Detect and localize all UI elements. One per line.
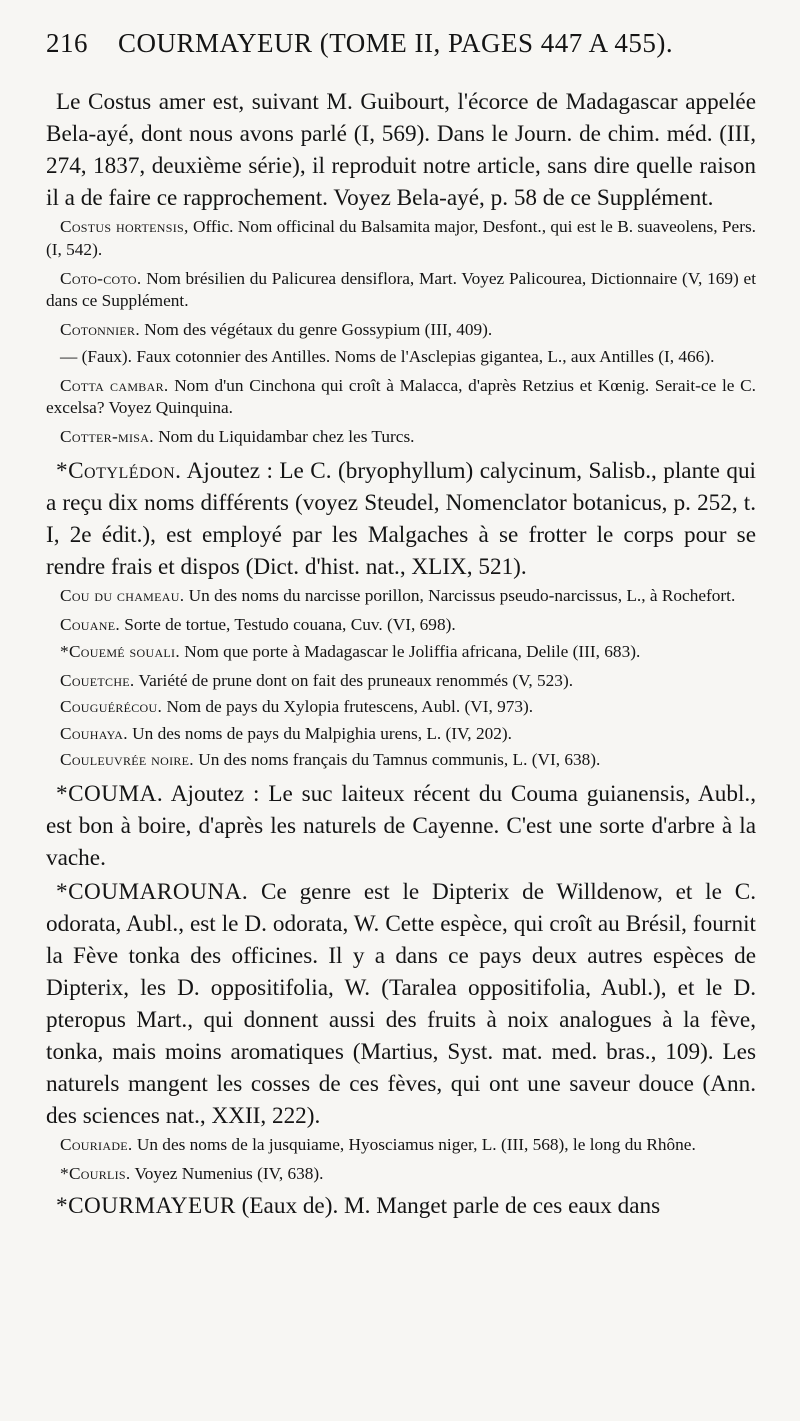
entry-headword: Cotter-misa. bbox=[60, 427, 154, 446]
entry-cotyledon bbox=[46, 455, 756, 583]
entry-text: Un des noms de pays du Malpighia urens, L. (IV, 202). bbox=[127, 723, 512, 743]
entry-headword: *Couemé souali. bbox=[60, 641, 180, 661]
entry-headword: Couguérécou. bbox=[60, 697, 163, 716]
entry-text: (Eaux de). M. Manget parle de ces eaux dans bbox=[235, 1192, 661, 1219]
entry-headword: Costus hortensis, bbox=[60, 217, 189, 236]
entry-text: Voyez Numenius (IV, 638). bbox=[130, 1164, 324, 1183]
entry-text: Ajoutez : Le suc laiteux récent du Couma guianensis, Aubl., est bon à boire, d'après les naturels de Cayenne. C'est une sorte d'arbre à la vache. bbox=[46, 781, 756, 871]
entry-headword: Couane. bbox=[60, 615, 120, 634]
entry-cotter-misa bbox=[46, 426, 756, 449]
entry-couane bbox=[46, 614, 756, 637]
entry-headword: Cotta cambar. bbox=[60, 375, 169, 395]
running-head bbox=[46, 28, 756, 68]
entry-headword: Couriade. bbox=[60, 1135, 133, 1154]
entry-coumarouna bbox=[46, 876, 756, 1132]
entry-headword: *Courlis. bbox=[60, 1164, 131, 1183]
entry-headword: Cou du chameau. bbox=[60, 586, 185, 605]
entry-text: Sorte de tortue, Testudo couana, Cuv. (VI, 698). bbox=[119, 615, 456, 634]
entry-text: Nom d'un Cinchona qui croît à Malacca, d'après Retzius et Kœnig. Serait-ce le C. excelsa? Voyez Quinquina. bbox=[46, 375, 756, 417]
entry-headword: Cotonnier. bbox=[60, 320, 140, 339]
entry-headword: *COUMA. bbox=[56, 781, 164, 807]
entry-couriade bbox=[46, 1134, 756, 1157]
entry-cotonnier-faux bbox=[46, 346, 756, 369]
entry-couma bbox=[46, 778, 756, 874]
entry-text: Le Costus amer est, suivant M. Guibourt, l'écorce de Madagascar appelée Bela-ayé, dont nous avons parlé (I, 569). Dans le Journ. de chim. méd. (III, 274, 1837, deuxième série), il reproduit notre article, sans dire quelle raison il a de faire ce rapprochement. Voyez Bela-ayé, p. 58 de ce Supplément. bbox=[46, 89, 756, 211]
entry-couetche bbox=[46, 670, 756, 693]
entry-text: Offic. Nom officinal du Balsamita major, Desfont., qui est le B. suaveolens, Pers. (I, 542). bbox=[46, 217, 756, 259]
running-title: COURMAYEUR (TOME II, PAGES 447 A 455). bbox=[118, 28, 674, 58]
entry-text: Nom brésilien du Palicurea densiflora, Mart. Voyez Palicourea, Dictionnaire (V, 169) et dans ce Supplément. bbox=[46, 268, 756, 310]
entry-couhaya bbox=[46, 723, 756, 746]
entry-text: — (Faux). Faux cotonnier des Antilles. Noms de l'Asclepias gigantea, L., aux Antilles (I, 466). bbox=[60, 346, 715, 366]
entry-headword: Couetche. bbox=[60, 670, 135, 690]
entry-costus-hortensis bbox=[46, 216, 756, 261]
entry-cotta-cambar bbox=[46, 375, 756, 420]
entry-text: Un des noms de la jusquiame, Hyosciamus niger, L. (III, 568), le long du Rhône. bbox=[132, 1135, 696, 1154]
entry-text: Nom des végétaux du genre Gossypium (III, 409). bbox=[139, 320, 493, 339]
entry-text: Ajoutez : Le C. (bryophyllum) calycinum, Salisb., plante qui a reçu dix noms différents (voyez Steudel, Nomenclator botanicus, p. 252, t. I, 2e édit.), est employé par les Malgaches à se frotter le corps pour se rendre frais et dispos (Dict. d'hist. nat., XLIX, 521). bbox=[46, 458, 756, 580]
entry-headword: *Cotylédon. bbox=[56, 458, 182, 484]
entry-headword: Couhaya. bbox=[60, 723, 128, 743]
entry-headword: *COUMAROUNA. bbox=[56, 879, 249, 905]
entry-coto-coto bbox=[46, 268, 756, 313]
entry-headword: Coto-coto. bbox=[60, 268, 142, 288]
entry-text: Nom que porte à Madagascar le Joliffia africana, Delile (III, 683). bbox=[179, 641, 641, 661]
entry-couleuvree-noire bbox=[46, 749, 756, 772]
entry-courmayeur bbox=[46, 1190, 756, 1222]
entry-text: Un des noms français du Tamnus communis, L. (VI, 638). bbox=[193, 750, 601, 769]
page-number: 216 bbox=[46, 28, 88, 58]
entry-coueme-souali bbox=[46, 641, 756, 664]
entry-couguerecou bbox=[46, 696, 756, 719]
entries-list bbox=[46, 86, 756, 1222]
entry-text: Ce genre est le Dipterix de Willdenow, et le C. odorata, Aubl., est le D. odorata, W. Cette espèce, qui croît au Brésil, fournit la Fève tonka des officines. Il y a dans ce pays deux autres espèces de Dipterix, les D. oppositifolia, W. (Taralea oppositifolia, Aubl.), et le D. pteropus Mart., qui donnent aussi des fruits à noix analogues à la fève, tonka, mais moins aromatiques (Martius, Syst. mat. med. bras., 109). Les naturels mangent les cosses de ces fèves, qui ont une saveur douce (Ann. des sciences nat., XXII, 222). bbox=[46, 879, 756, 1129]
entry-courlis bbox=[46, 1163, 756, 1186]
entry-text: Nom de pays du Xylopia frutescens, Aubl. (VI, 973). bbox=[162, 697, 534, 716]
entry-cotonnier bbox=[46, 319, 756, 342]
entry-text: Nom du Liquidambar chez les Turcs. bbox=[153, 427, 415, 446]
entry-headword: *COURMAYEUR bbox=[56, 1192, 236, 1219]
entry-text: Variété de prune dont on fait des pruneaux renommés (V, 523). bbox=[134, 670, 574, 690]
entry-cou-du-chameau bbox=[46, 585, 756, 608]
entry-text: Un des noms du narcisse porillon, Narcissus pseudo-narcissus, L., à Rochefort. bbox=[184, 586, 736, 605]
entry-headword: Couleuvrée noire. bbox=[60, 750, 194, 769]
entry-costus-amer bbox=[46, 86, 756, 214]
